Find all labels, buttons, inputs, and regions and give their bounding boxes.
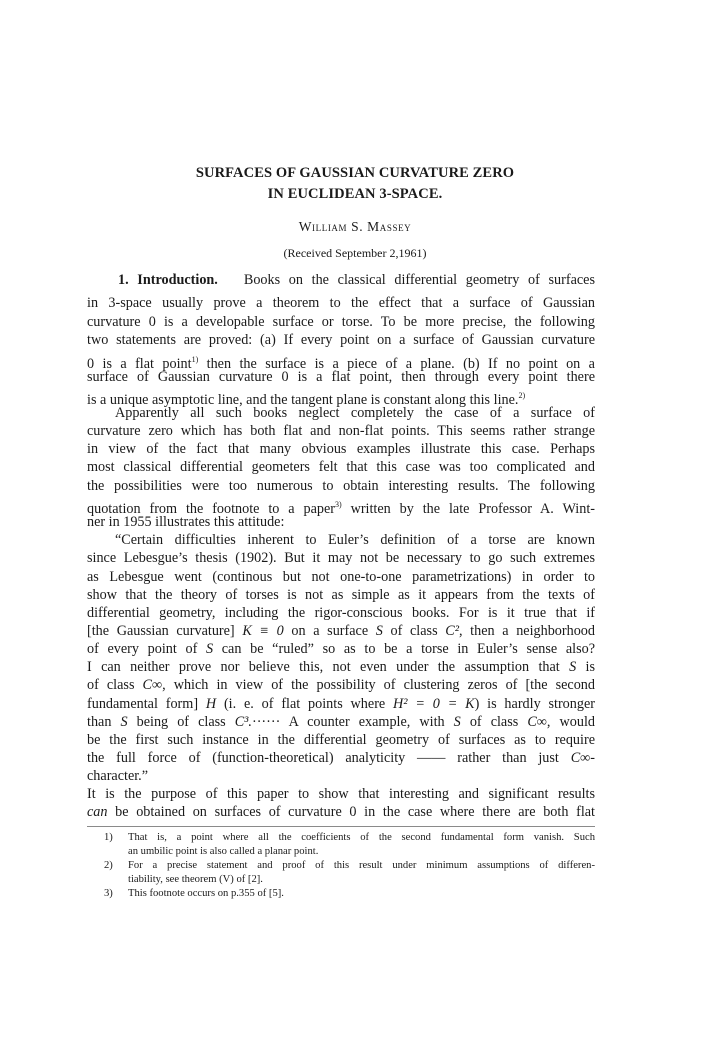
math-expr: H bbox=[205, 696, 217, 712]
math-expr: H² = 0 = K bbox=[393, 696, 475, 712]
footnote-divider bbox=[87, 826, 595, 827]
body-line: than S being of class C³.······ A counter example, with S of class C∞, would bbox=[87, 714, 595, 730]
body-line: 1. Introduction. Books on the classical differential geometry of surfaces bbox=[118, 272, 595, 288]
footnote-text: tiability, see theorem (V) of [2]. bbox=[128, 874, 263, 885]
footnote-ref: 2) bbox=[518, 391, 526, 400]
body-line: most classical differential geometers felt that this case was too complicated and bbox=[87, 459, 595, 475]
body-line: the full force of (function-theoretical) analyticity —— rather than just C∞- bbox=[87, 750, 595, 766]
emphasis: can bbox=[87, 804, 108, 820]
body-line: I can neither prove nor believe this, not even under the assumption that S is bbox=[87, 659, 596, 675]
received-date: (Received September 2,1961) bbox=[283, 246, 427, 260]
footnote-text: This footnote occurs on p.355 of [5]. bbox=[128, 888, 284, 899]
body-line: the possibilities were too numerous to obtain interesting results. The following bbox=[87, 478, 595, 494]
footnote-text: That is, a point where all the coefficients of the second fundamental form vanish. Such bbox=[128, 832, 595, 843]
math-expr: S bbox=[453, 714, 461, 730]
body-line: Apparently all such books neglect completely the case of a surface of bbox=[115, 405, 595, 421]
body-line: [the Gaussian curvature] K ≡ 0 on a surface S of class C², then a neighborhood bbox=[87, 623, 595, 639]
body-line: differential geometry, including the rigor-conscious books. For is it true that if bbox=[87, 605, 595, 621]
body-line: can be obtained on surfaces of curvature 0 in the case where there are both flat bbox=[87, 804, 595, 820]
footnote-text: an umbilic point is also called a planar point. bbox=[128, 846, 319, 857]
body-line: is a unique asymptotic line, and the tangent plane is constant along this line.$^{2)}$ bbox=[87, 391, 526, 408]
body-line: 0 is a flat point$^{1)}$ then the surface is a piece of a plane. (b) If no point on a bbox=[87, 355, 595, 372]
body-line: fundamental form] H (i. e. of flat points where H² = 0 = K) is hardly stronger bbox=[87, 696, 595, 712]
math-expr: S bbox=[569, 659, 577, 675]
body-line: of class C∞, which in view of the possibility of clustering zeros of [the second bbox=[87, 677, 595, 693]
body-line: It is the purpose of this paper to show that interesting and significant results bbox=[87, 786, 595, 802]
body-line: curvature zero which has both flat and non-flat points. This seems rather strange bbox=[87, 423, 595, 439]
math-expr: C² bbox=[445, 623, 459, 639]
body-line: surface of Gaussian curvature 0 is a flat point, then through every point there bbox=[87, 369, 595, 385]
body-line: in 3-space usually prove a theorem to the effect that a surface of Gaussian bbox=[87, 295, 595, 311]
footnote-number: 1) bbox=[104, 832, 113, 843]
math-expr: C∞ bbox=[142, 677, 163, 693]
body-line: show that the theory of torses is not as simple as it appears from the texts of bbox=[87, 587, 595, 603]
body-line: character.” bbox=[87, 768, 149, 784]
math-expr: S bbox=[120, 714, 128, 730]
math-expr: S bbox=[206, 641, 214, 657]
math-expr: C∞ bbox=[527, 714, 547, 730]
math-expr: C∞ bbox=[570, 750, 591, 766]
author-name: William S. Massey bbox=[298, 219, 412, 234]
footnote-text: For a precise statement and proof of this result under minimum assumptions of differen- bbox=[128, 860, 595, 871]
footnote-number: 2) bbox=[104, 860, 113, 871]
body-line: two statements are proved: (a) If every point on a surface of Gaussian curvature bbox=[87, 332, 595, 348]
body-line: “Certain difficulties inherent to Euler’s definition of a torse are known bbox=[115, 532, 595, 548]
body-line: quotation from the footnote to a paper$^{3)}$ written by the late Professor A. Wint- bbox=[87, 500, 595, 517]
footnote-ref: 3) bbox=[335, 500, 342, 509]
section-heading: 1. Introduction. bbox=[118, 272, 218, 288]
body-line: since Lebesgue’s thesis (1902). But it may not be necessary to go such extremes bbox=[87, 550, 595, 566]
math-expr: S bbox=[375, 623, 383, 639]
body-line: of every point of S can be “ruled” so as to be a torse in Euler’s sense also? bbox=[87, 641, 595, 657]
paper-title-line-1: SURFACES OF GAUSSIAN CURVATURE ZERO bbox=[195, 165, 515, 181]
paper-title-line-2: IN EUCLIDEAN 3-SPACE. bbox=[267, 186, 443, 202]
body-line: be the first such instance in the differential geometry of surfaces as to require bbox=[87, 732, 595, 748]
footnote-ref: 1) bbox=[191, 355, 199, 364]
math-expr: K ≡ 0 bbox=[242, 623, 284, 639]
body-line: curvature 0 is a developable surface or torse. To be more precise, the following bbox=[87, 314, 595, 330]
body-line: in view of the fact that many obvious examples illustrate this case. Perhaps bbox=[87, 441, 595, 457]
body-line: ner in 1955 illustrates this attitude: bbox=[87, 514, 285, 530]
footnote-number: 3) bbox=[104, 888, 113, 899]
math-expr: C³. bbox=[234, 714, 252, 730]
body-line: as Lebesgue went (continous but not one-to-one parametrizations) in order to bbox=[87, 569, 595, 585]
